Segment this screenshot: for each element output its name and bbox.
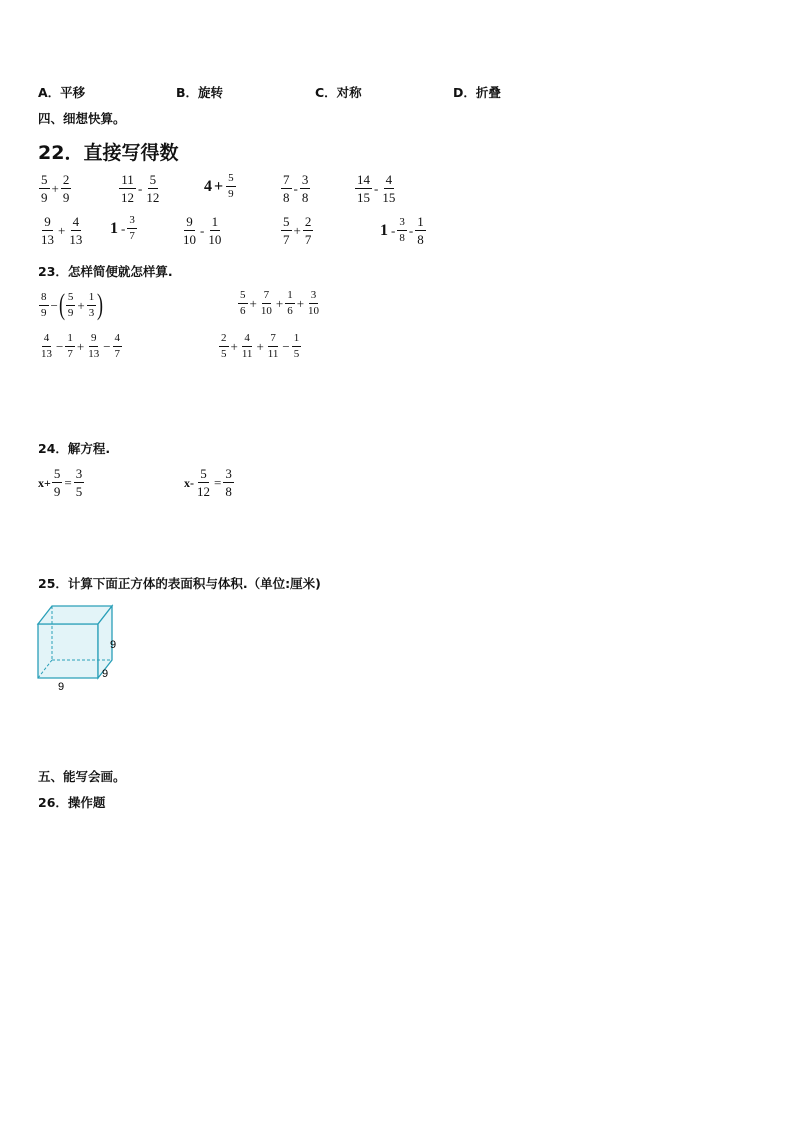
q23-expr-2: $\frac{5}{6}$ + $\frac{7}{10}$ + $\frac{1}{6}$ + $\frac{3}{10}$ <box>240 289 320 317</box>
fraction: $\frac{3}{5}$ <box>75 466 83 499</box>
section-4-heading: 四、细想快算。 <box>38 111 126 126</box>
section-5-heading: 五、能写会画。 <box>38 769 126 784</box>
option-d: D．折叠 <box>453 85 501 100</box>
fraction: $\frac{2}{7}$ <box>304 214 312 247</box>
fraction: $\frac{5}{9}$ <box>53 466 61 499</box>
fraction: $\frac{4}{13}$ <box>41 332 52 360</box>
fraction: $\frac{5}{9}$ <box>41 172 48 205</box>
q22-expr-10: 1 - $\frac{3}{8}$ - $\frac{1}{8}$ <box>380 214 424 247</box>
fraction: $\frac{1}{10}$ <box>208 214 222 247</box>
fraction: $\frac{5}{12}$ <box>146 172 160 205</box>
fraction: $\frac{4}{11}$ <box>241 332 253 360</box>
fraction: $\frac{1}{3}$ <box>88 290 95 319</box>
q22-expr-3: 4 + $\frac{5}{9}$ <box>204 172 234 200</box>
fraction: $\frac{4}{15}$ <box>382 172 396 205</box>
fraction: $\frac{1}{8}$ <box>417 214 424 247</box>
q22-expr-6: $\frac{9}{13}$ + $\frac{4}{13}$ <box>41 214 83 247</box>
fraction: $\frac{9}{13}$ <box>88 332 100 360</box>
height-label: 9 <box>110 639 117 651</box>
fraction: $\frac{7}{8}$ <box>283 172 290 205</box>
q22-expr-5: $\frac{14}{15}$ - $\frac{4}{15}$ <box>357 172 396 205</box>
q23-title: 23．怎样简便就怎样算. <box>38 264 173 279</box>
fraction: $\frac{3}{10}$ <box>308 289 320 317</box>
q26-title: 26．操作题 <box>38 795 106 810</box>
fraction: $\frac{11}{12}$ <box>121 172 134 205</box>
option-b: B．旋转 <box>176 85 224 100</box>
depth-label: 9 <box>102 668 109 680</box>
fraction: $\frac{4}{13}$ <box>69 214 83 247</box>
width-label: 9 <box>58 681 65 693</box>
fraction: $\frac{1}{6}$ <box>287 289 293 317</box>
q23-expr-1: $\frac{8}{9}$ − ( $\frac{5}{9}$ + $\frac{1}{3}$ ) <box>41 288 104 321</box>
q23-expr-3: $\frac{4}{13}$ − $\frac{1}{7}$ + $\frac{9}{13}$ − $\frac{4}{7}$ <box>41 332 121 360</box>
fraction: $\frac{7}{10}$ <box>260 289 272 317</box>
fraction: $\frac{5}{9}$ <box>228 172 234 200</box>
option-a: A．平移 <box>38 85 86 100</box>
fraction: $\frac{9}{13}$ <box>41 214 54 247</box>
fraction: $\frac{3}{8}$ <box>399 216 405 244</box>
fraction: $\frac{2}{9}$ <box>62 172 70 205</box>
fraction: $\frac{5}{9}$ <box>67 290 74 319</box>
q25-title: 25．计算下面正方体的表面积与体积.（单位:厘米) <box>38 576 321 591</box>
fraction: $\frac{5}{12}$ <box>197 466 210 499</box>
q23-expr-4: $\frac{2}{5}$ + $\frac{4}{11}$ + $\frac{7}{11}$ − $\frac{1}{5}$ <box>221 332 300 360</box>
q22-expr-9: $\frac{5}{7}$ + $\frac{2}{7}$ <box>283 214 312 247</box>
fraction: $\frac{3}{7}$ <box>129 214 135 242</box>
fraction: $\frac{1}{5}$ <box>293 332 300 360</box>
q22-expr-2: $\frac{11}{12}$ - $\frac{5}{12}$ <box>121 172 160 205</box>
q22-expr-7: 1 - $\frac{3}{7}$ <box>110 214 135 242</box>
fraction: $\frac{2}{5}$ <box>221 332 227 360</box>
q22-expr-8: $\frac{9}{10}$ - $\frac{1}{10}$ <box>183 214 222 247</box>
q22-expr-1: $\frac{5}{9}$ + $\frac{2}{9}$ <box>41 172 70 205</box>
fraction: $\frac{5}{7}$ <box>283 214 290 247</box>
cube-front-face <box>38 624 98 678</box>
fraction: $\frac{1}{7}$ <box>67 332 73 360</box>
q24-equation-1: x+ $\frac{5}{9}$ = $\frac{3}{5}$ <box>38 466 83 499</box>
fraction: $\frac{7}{11}$ <box>267 332 279 360</box>
option-c: C．对称 <box>315 85 362 100</box>
fraction: $\frac{3}{8}$ <box>301 172 309 205</box>
q22-title: 22．直接写得数 <box>38 142 179 164</box>
cube-diagram <box>30 598 130 696</box>
fraction: $\frac{4}{7}$ <box>114 332 121 360</box>
fraction: $\frac{5}{6}$ <box>240 289 246 317</box>
fraction: $\frac{9}{10}$ <box>183 214 196 247</box>
q24-title: 24．解方程. <box>38 441 111 456</box>
fraction: $\frac{3}{8}$ <box>225 466 232 499</box>
q24-equation-2: x- $\frac{5}{12}$ = $\frac{3}{8}$ <box>184 466 232 499</box>
fraction: $\frac{14}{15}$ <box>357 172 370 205</box>
fraction: $\frac{8}{9}$ <box>41 290 47 319</box>
q22-expr-4: $\frac{7}{8}$ - $\frac{3}{8}$ <box>283 172 309 205</box>
